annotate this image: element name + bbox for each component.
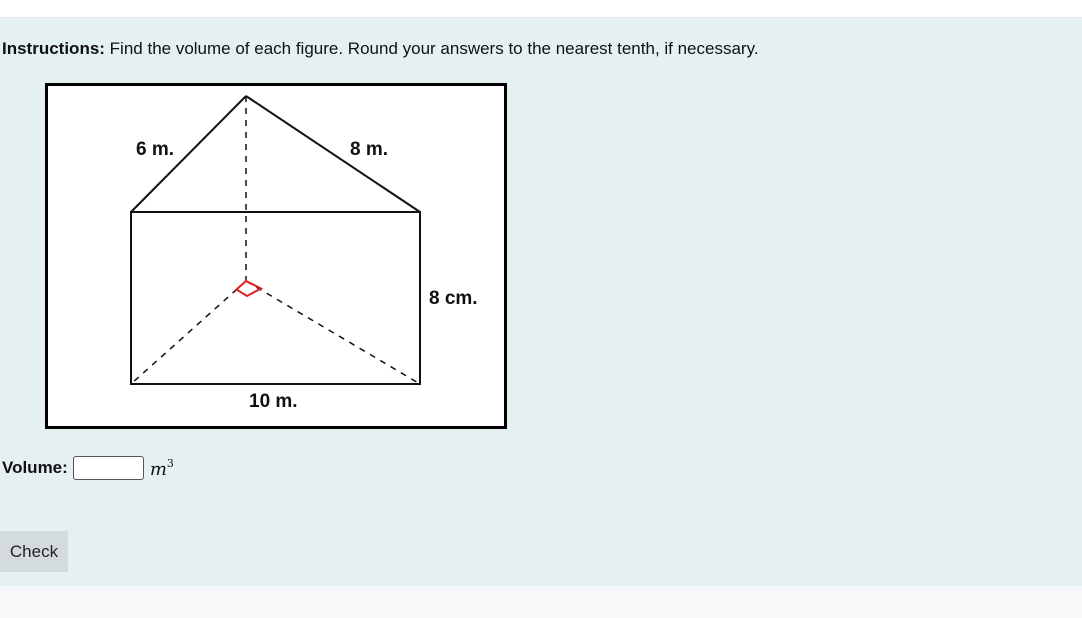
- bottom-strip: [0, 586, 1082, 618]
- volume-unit: [150, 457, 174, 480]
- top-strip: [0, 0, 1082, 18]
- prism-diagram: [45, 83, 507, 429]
- instructions-label: Instructions:: [2, 39, 105, 58]
- volume-input[interactable]: [73, 456, 144, 480]
- label-6m: 6 m.: [136, 139, 175, 160]
- figure-frame: [47, 85, 506, 428]
- prism-figure: [45, 83, 507, 429]
- instructions: [2, 38, 759, 60]
- volume-label: Volume:: [2, 458, 68, 477]
- volume-row: [2, 453, 174, 483]
- unit-exponent: 3: [166, 456, 174, 470]
- label-8m: 8 m.: [350, 139, 389, 160]
- label-8cm: 8 cm.: [429, 288, 478, 309]
- instructions-text: Find the volume of each figure. Round your answers to the nearest tenth, if necessary.: [104, 39, 759, 58]
- check-button[interactable]: Check: [0, 531, 68, 572]
- unit-base: m: [149, 458, 167, 480]
- label-10m: 10 m.: [249, 391, 298, 412]
